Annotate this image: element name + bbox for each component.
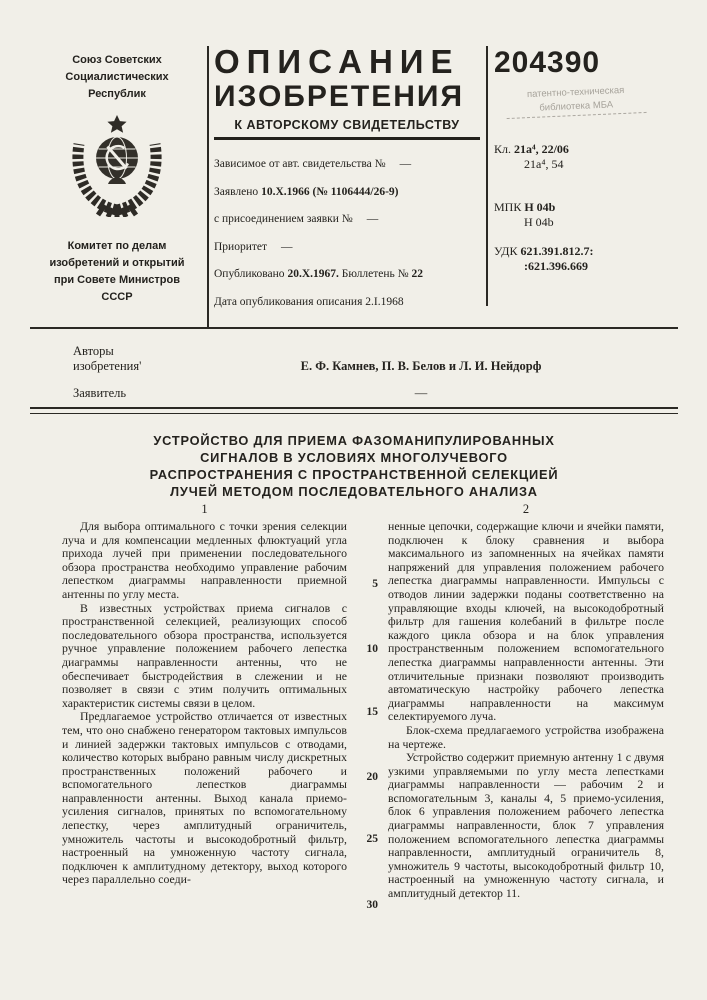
classification-codes: [494, 142, 684, 274]
meta-joined-application-line: с присоединением заявки № —: [214, 213, 379, 225]
subtitle-rule: [214, 137, 480, 140]
line-number-30: 30: [366, 899, 378, 911]
invention-title: УСТРОЙСТВО ДЛЯ ПРИЕМА ФАЗОМАНИПУЛИРОВАННЫХ СИГНАЛОВ В УСЛОВИЯХ МНОГОЛУЧЕВОГО РАСПРОСТРАНЕНИЯ С ПРОСТРАНСТВЕННОЙ СЕЛЕКЦИЕЙ ЛУЧЕЙ МЕТОДОМ ПОСЛЕДОВАТЕЛЬНОГО АНАЛИЗА: [149, 433, 559, 499]
horizontal-rule: [30, 327, 678, 329]
line-number-25: 25: [366, 833, 378, 845]
meta-filed-line: Заявлено 10.X.1966 (№ 1106444/26-9): [214, 185, 399, 198]
class-kl-line: Кл. 21а⁴, 22/06: [494, 142, 569, 156]
vertical-divider: [207, 46, 209, 327]
class-udk-line: УДК 621.391.812.7:: [494, 244, 594, 258]
doc-type-word: ОПИСАНИЕ: [214, 43, 460, 80]
committee-line: Комитет по делам: [67, 240, 167, 252]
right-column: [388, 520, 664, 901]
paragraph: Предлагаемое устройство отличается от известных тем, что оно снабжено генератором тактовых импульсов и линией задержки тактовых импульсов с отводами, количество которых выбрано равным числу дискретных пространственных положений рабочего и вспомогательного лепестков диаграммы направленности антенны. Выход канала приемо-усиления сигналов, принятых по вспомогательному лепестку, через амплитудный ограничитель, умножитель частоты и высокодобротный фильтр, настроенный на умноженную частоту сигнала, подключен к амплитудному детектору, выход которого через параллельно соеди-: [62, 709, 347, 887]
line-number-15: 15: [366, 706, 378, 718]
paragraph: В известных устройствах приема сигналов с пространственной селекцией, реализующих способ последовательного обзора пространства, используется ручное управление положением рабочего лепестка диаграммы направленности антенны, что не обеспечивает быстродействия в слежении и не позволяет в связи с этим получить оптимальных характеристик системы связи в целом.: [62, 600, 347, 710]
doc-subtitle: К АВТОРСКОМУ СВИДЕТЕЛЬСТВУ: [234, 118, 460, 132]
number-classification-block: [494, 46, 684, 274]
line-number-10: 10: [366, 643, 378, 655]
applicant-row: [73, 386, 639, 401]
committee-line: изобретений и открытий: [49, 257, 185, 269]
committee-line: СССР: [101, 291, 133, 303]
paragraph: Блок-схема предлагаемого устройства изображена на чертеже.: [388, 722, 664, 751]
body-columns: [62, 501, 664, 911]
vertical-divider: [486, 46, 488, 306]
meta-priority-line: Приоритет —: [214, 240, 293, 253]
doc-type-word: ИЗОБРЕТЕНИЯ: [214, 80, 465, 113]
double-rule: [30, 407, 678, 414]
column-number-2: 2: [522, 502, 530, 516]
meta-dependent-line: Зависимое от авт. свидетельства № —: [214, 158, 412, 170]
patent-number: 204390: [494, 46, 601, 79]
class-udk-line2: :621.396.669: [524, 259, 588, 273]
line-number-5: 5: [372, 578, 378, 590]
meta-published-line: Опубликовано 20.X.1967. Бюллетень № 22: [214, 268, 423, 280]
class-mpk-line: МПК Н 04b: [494, 200, 556, 214]
applicant-value: —: [414, 386, 428, 400]
parties-section: [73, 344, 639, 413]
stamp-line: библиотека МБА: [539, 99, 614, 114]
issuing-authority-block: [28, 52, 206, 306]
library-stamp: [495, 83, 656, 120]
column-number-1: 1: [201, 502, 208, 516]
left-column: [62, 520, 347, 901]
paragraph: Для выбора оптимального с точки зрения селекции луча и для компенсации медленных флюктуаций угла прихода лучей при применении последовательного обзора пространства необходимо управление рабочим лепестком диаграммы направленности приемной антенны по углу места.: [62, 519, 347, 601]
column-headers: [62, 501, 664, 517]
committee-block: [28, 238, 206, 306]
meta-description-date-line: Дата опубликования описания 2.I.1968: [214, 295, 404, 308]
authors-label: Авторы изобретения': [73, 344, 142, 373]
authors-names: Е. Ф. Камнев, П. В. Белов и Л. И. Нейдорф: [300, 359, 542, 373]
class-kl-line2: 21а⁴, 54: [524, 157, 564, 171]
ussr-state-emblem-icon: [28, 113, 206, 222]
paragraph: ненные цепочки, содержащие ключи и ячейки памяти, подключен к блоку сравнения и выбора максимального из запомненных на ячейках памяти напряжений для управления положением рабочего лепестка диаграммы направленности. Импульсы с отводов линии задержки поданы соответственно на управляющие входы ключей, на высокодобротный фильтр для гашения колебаний в фильтре после каждого цикла обзора и на блок управления пространственным положением вспомогательного лепестка диаграммы направленности антенны. Эти отличительные признаки позволяют производить автоматическую настройку рабочего лепестка диаграммы направленности на максимум селектируемого луча.: [388, 519, 664, 724]
stamp-line: патентно-техническая: [526, 84, 625, 101]
line-number-20: 20: [366, 771, 378, 783]
applicant-label: Заявитель: [73, 386, 127, 400]
committee-line: при Совете Министров: [53, 274, 181, 286]
paragraph: Устройство содержит приемную антенну 1 с двумя узкими управляемыми по углу места лепестками диаграммы направленности — рабочим 2 и вспомогательным 3, каналы 4, 5 приемо-усиления, блок 6 управления положением рабочего лепестка диаграммы направленности, блок 7 управления положением вспомогательного лепестка диаграммы направленности, амплитудный ограничитель 8, умножитель 9 частоты, высокодобротный фильтр 10, настроенный на умноженную частоту сигнала, и амплитудный детектор 11.: [388, 750, 664, 901]
filing-metadata: [214, 156, 480, 310]
union-name-line: Союз Советских: [72, 54, 162, 66]
class-mpk-line2: Н 04b: [524, 215, 554, 229]
document-type-block: [214, 44, 480, 321]
authors-row: [73, 344, 639, 374]
union-name-line: Социалистических: [65, 71, 169, 83]
union-name-line: Республик: [88, 88, 146, 100]
